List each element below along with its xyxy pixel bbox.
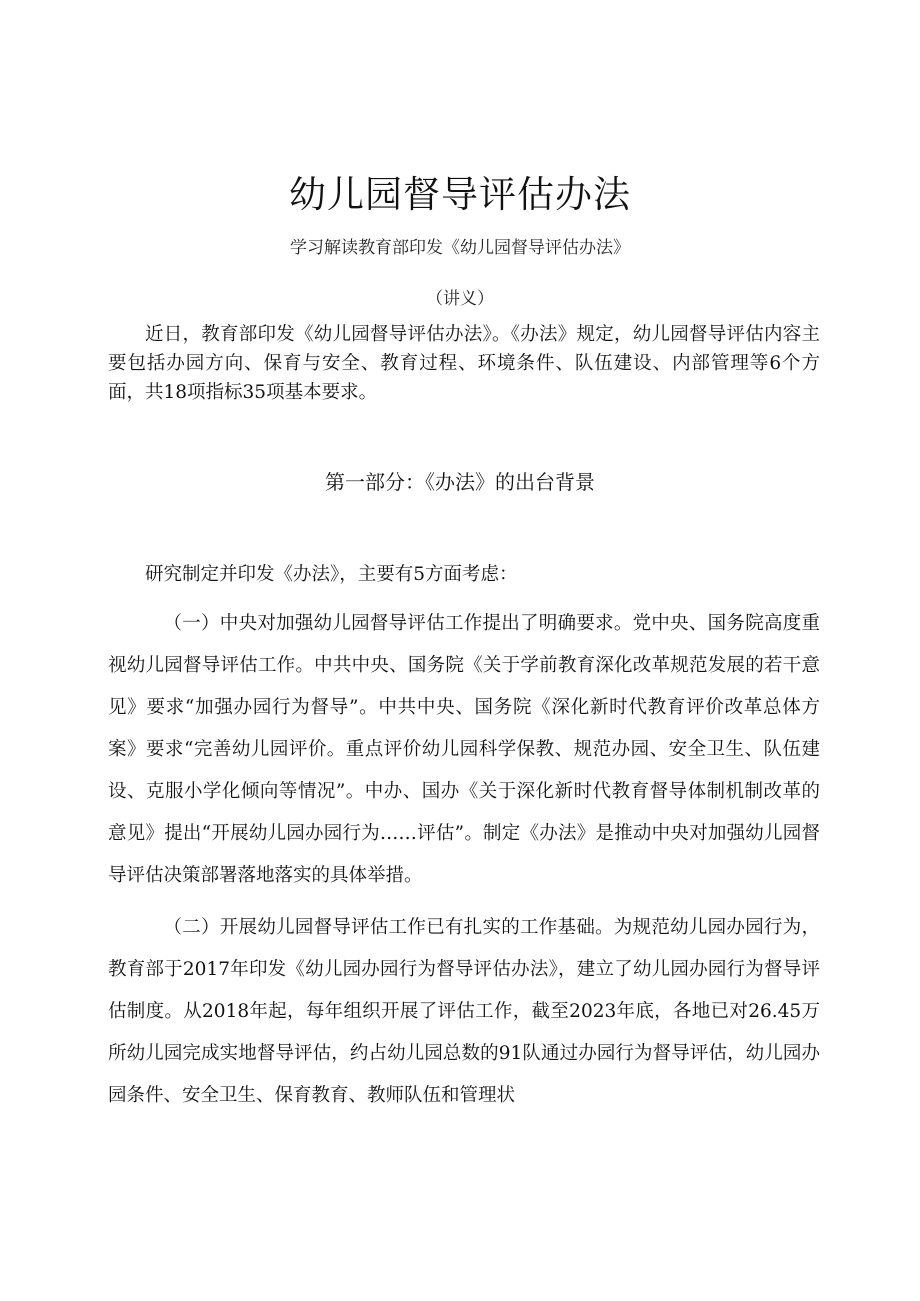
section-heading: 第一部分：《办法》的出台背景 — [325, 470, 595, 494]
document-subtitle: 学习解读教育部印发《幼儿园督导评估办法》 — [290, 238, 630, 258]
lead-paragraph: 研究制定并印发《办法》，主要有5方面考虑： — [145, 564, 518, 585]
lecture-label: （讲义） — [426, 289, 494, 309]
document-title: 幼儿园督导评估办法 — [289, 173, 631, 216]
intro-paragraph: 近日，教育部印发《幼儿园督导评估办法》。《办法》规定，幼儿园督导评估内容主要包括办园方向、保育与安全、教育过程、环境条件、队伍建设、内部管理等6个方面，共18项指标35项基本要求。 — [108, 324, 820, 403]
body-text — [108, 603, 820, 1117]
body-paragraph-2: （二）开展幼儿园督导评估工作已有扎实的工作基础。为规范幼儿园办园行为，教育部于2017年印发《幼儿园办园行为督导评估办法》，建立了幼儿园办园行为督导评估制度。从2018年起，每年组织开展了评估工作，截至2023年底，各地已对26.45万所幼儿园完成实地督导评估，约占幼儿园总数的91队通过办园行为督导评估，幼儿园办园条件、安全卫生、保育教育、教师队伍和管理状 — [108, 917, 820, 1106]
body-paragraph-1: （一）中央对加强幼儿园督导评估工作提出了明确要求。党中央、国务院高度重视幼儿园督导评估工作。中共中央、国务院《关于学前教育深化改革规范发展的若干意见》要求“加强办园行为督导”。中共中央、国务院《深化新时代教育评价改革总体方案》要求“完善幼儿园评价。重点评价幼儿园科学保教、规范办园、安全卫生、队伍建设、克服小学化倾向等情况”。中办、国办《关于深化新时代教育督导体制机制改革的意见》提出“开展幼儿园办园行为……评估”。制定《办法》是推动中央对加强幼儿园督导评估决策部署落地落实的具体举措。 — [108, 613, 820, 886]
